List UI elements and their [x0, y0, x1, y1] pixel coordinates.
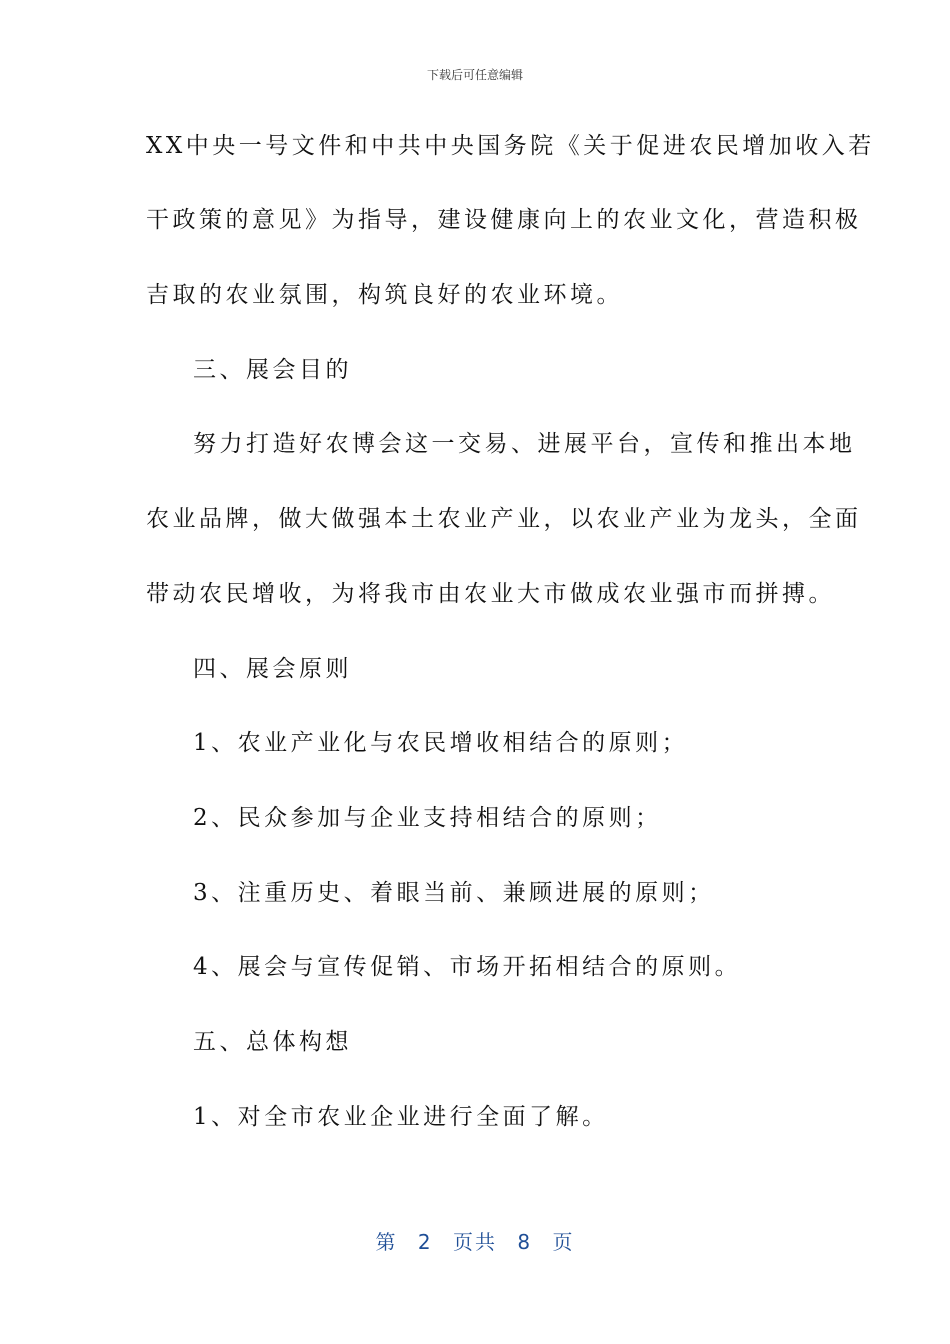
page-total-number: 8 — [517, 1230, 533, 1254]
body-line-5: 努力打造好农博会这一交易、进展平台，宣传和推出本地 — [193, 431, 856, 457]
principle-item-3: 3、注重历史、着眼当前、兼顾进展的原则； — [193, 880, 715, 906]
body-line-3: 吉取的农业氛围，构筑良好的农业环境。 — [146, 282, 623, 308]
page-mid: 页共 — [453, 1230, 497, 1254]
header-note: 下载后可任意编辑 — [426, 68, 523, 82]
section-heading-5: 五、总体构想 — [193, 1029, 352, 1055]
principle-item-2: 2、民众参加与企业支持相结合的原则； — [193, 805, 662, 831]
section-heading-4: 四、展会原则 — [193, 656, 352, 682]
page-current-number: 2 — [417, 1230, 433, 1254]
body-line-2: 干政策的意见》为指导，建设健康向上的农业文化，营造积极 — [146, 207, 862, 233]
body-line-1: XX中央一号文件和中共中央国务院《关于促进农民增加收入若 — [146, 133, 875, 159]
principle-item-1: 1、农业产业化与农民增收相结合的原则； — [193, 730, 689, 756]
page-footer — [0, 1226, 950, 1255]
page-suffix: 页 — [552, 1230, 575, 1254]
body-line-7: 带动农民增收，为将我市由农业大市做成农业强市而拼搏。 — [146, 581, 835, 607]
principle-item-4: 4、展会与宣传促销、市场开拓相结合的原则。 — [193, 954, 742, 980]
body-line-6: 农业品牌，做大做强本土农业产业，以农业产业为龙头，全面 — [146, 506, 862, 532]
concept-item-1: 1、对全市农业企业进行全面了解。 — [193, 1104, 609, 1130]
page-prefix: 第 — [375, 1230, 398, 1254]
section-heading-3: 三、展会目的 — [193, 357, 352, 383]
